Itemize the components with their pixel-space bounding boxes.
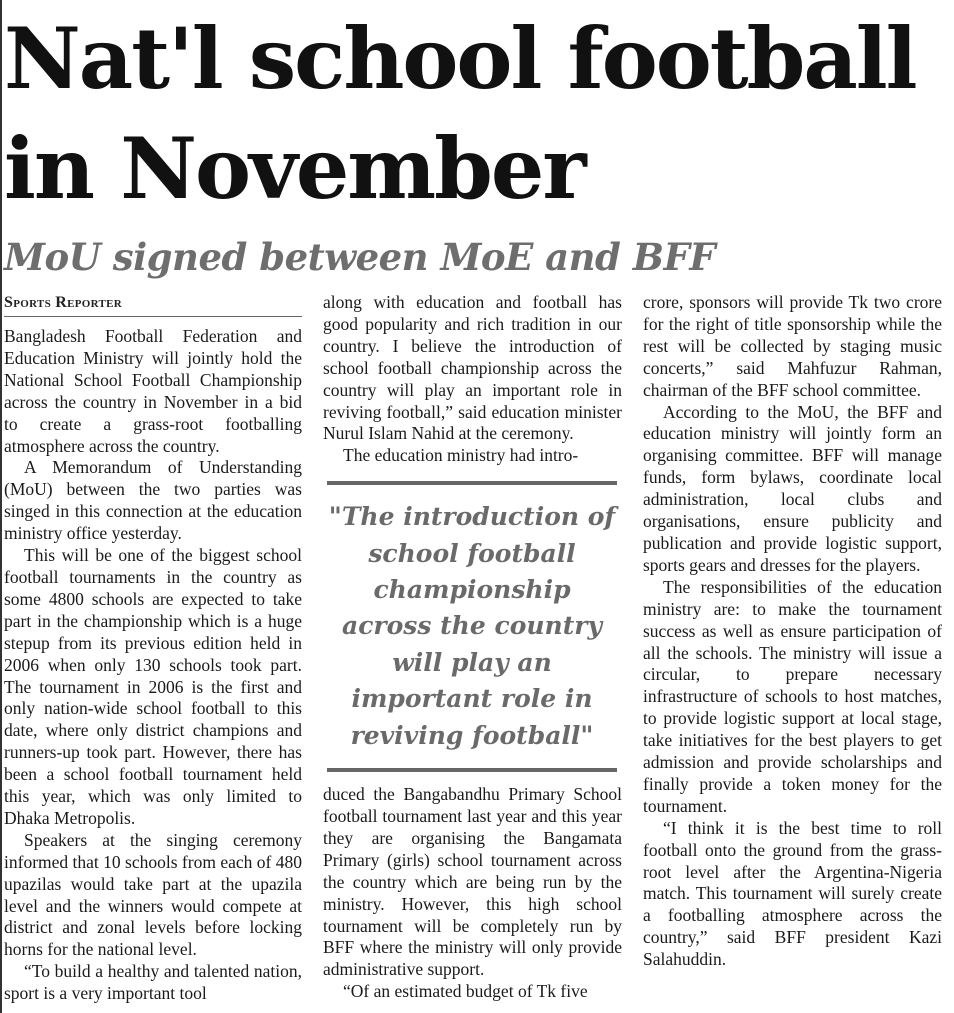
pull-quote: "The introduction of school football championship across the country will play an important role in reviving football" [327,481,617,772]
paragraph: A Memorandum of Understanding (MoU) between the two parties was singed in this connection at the education ministry office yesterday. [4,457,302,544]
paragraph: Speakers at the singing ceremony informed that 10 schools from each of 480 upazilas would take part at the upazila level and the winners would compete at district and zonal levels before locking horns for the national level. [4,829,302,960]
article-column-1 [4,292,302,1005]
paragraph: The education ministry had intro- [343,445,579,466]
byline: Sports Reporter [4,292,302,317]
article-column-3 [643,292,942,971]
paragraph: “I think it is the best time to roll football onto the ground from the grass-root level after the Argentina-Nigeria match. This tournament will surely create a footballing atmosphere across the country,” said BFF president Kazi Salahuddin. [643,817,942,970]
paragraph: duced the Bangabandhu Primary School football tournament last year and this year they are organising the Bangamata Primary (girls) school tournament across the country which are being run by the ministry. However, this high school tournament will be completely run by BFF where the ministry will only provide administrative support. [323,784,622,980]
subheadline: MoU signed between MoE and BFF [4,235,716,279]
article-column-2 [323,292,622,1003]
paragraph: along with education and football has good popularity and rich tradition in our country. I believe the introduction of school football championship across the country will play an important role in reviving football,” said education minister Nurul Islam Nahid at the ceremony. [323,292,622,444]
headline: Nat'l school football in November [4,9,916,218]
paragraph: According to the MoU, the BFF and education ministry will jointly form an organising committee. BFF will manage funds, form bylaws, coordinate local administration, local clubs and organisations, ensure publicity and publication and provide logistic support, sports gears and dresses for the players. [643,401,942,575]
paragraph: The responsibilities of the education ministry are: to make the tournament success as well as ensure participation of all the schools. The ministry will issue a circular, to prepare necessary infrastructure of schools to host matches, to provide logistic support at local stage, take initiatives for the best players to get admission and provide scholarships and finally provide a token money for the tournament. [643,576,942,816]
page-left-border [0,0,2,1013]
paragraph: This will be one of the biggest school football tournaments in the country as some 4800 schools are expected to take part in the championship which is a huge stepup from its previous edition held in 2006 when only 130 schools took part. The tournament in 2006 is the first and only nation-wide school football to this date, where only district champions and runners-up took part. However, there has been a school football tournament held this year, which was only limited to Dhaka Metropolis. [4,545,302,828]
paragraph: “To build a healthy and talented nation, sport is a very important tool [4,961,302,1004]
paragraph: Bangladesh Football Federation and Education Ministry will jointly hold the National School Football Championship across the country in November in a bid to create a grass-root footballing atmosphere across the country. [4,326,302,456]
paragraph: crore, sponsors will provide Tk two crore for the right of title sponsorship while the rest will be collected by staging music concerts,” said Mahfuzur Rahman, chairman of the BFF school committee. [643,292,942,400]
paragraph: “Of an estimated budget of Tk five [343,981,588,1002]
